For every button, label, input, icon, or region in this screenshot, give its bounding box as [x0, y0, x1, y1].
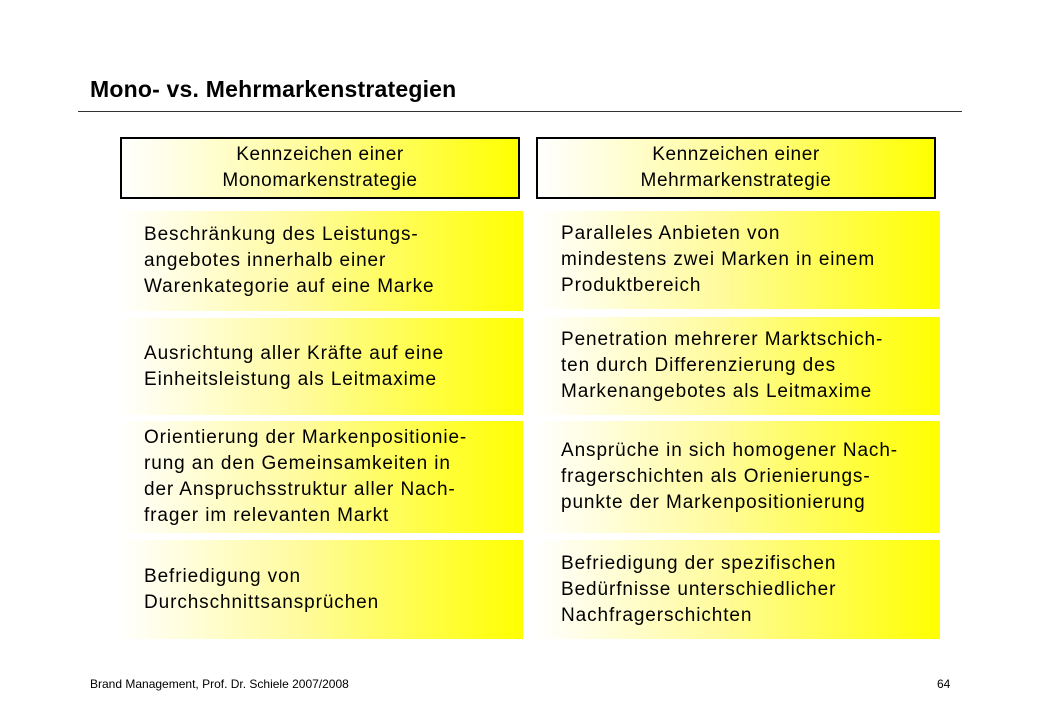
mono-box-3 — [118, 421, 523, 533]
header-mehrmarken — [536, 137, 936, 199]
mono-box-1 — [118, 211, 523, 311]
box-line: Produktbereich — [561, 275, 702, 296]
mehr-box-3 — [535, 421, 940, 533]
box-line: ten durch Differenzierung des — [561, 355, 837, 376]
box-line: Orientierung der Markenpositionie- — [144, 427, 468, 448]
box-line: Warenkategorie auf eine Marke — [144, 276, 435, 297]
box-line: der Anspruchsstruktur aller Nach- — [144, 479, 456, 500]
box-line: punkte der Markenpositionierung — [561, 492, 866, 513]
box-line: Beschränkung des Leistungs- — [144, 224, 419, 245]
header-line: Mehrmarkenstrategie — [640, 170, 832, 191]
box-line: angebotes innerhalb einer — [144, 250, 387, 271]
box-line: Durchschnittsansprüchen — [144, 591, 380, 613]
mehr-box-2 — [535, 317, 940, 415]
box-line: Einheitsleistung als Leitmaxime — [144, 368, 437, 390]
header-monomarken — [120, 137, 520, 199]
mehr-box-4 — [535, 540, 940, 639]
box-line: Bedürfnisse unterschiedlicher — [561, 578, 837, 600]
box-line: frager im relevanten Markt — [144, 505, 390, 526]
box-line: Ausrichtung aller Kräfte auf eine — [144, 342, 445, 364]
mehr-box-1 — [535, 211, 940, 309]
footer-credit: Brand Management, Prof. Dr. Schiele 2007/2008 — [90, 677, 349, 691]
box-line: Markenangebotes als Leitmaxime — [561, 381, 873, 402]
page-number: 64 — [937, 677, 951, 691]
box-line: Paralleles Anbieten von — [561, 223, 781, 244]
box-line: Ansprüche in sich homogener Nach- — [561, 440, 899, 461]
mono-box-2 — [118, 318, 523, 415]
box-line: Befriedigung von — [144, 565, 302, 587]
header-line: Kennzeichen einer — [652, 144, 820, 165]
slide-title: Mono- vs. Mehrmarkenstrategien — [90, 76, 457, 102]
box-line: Nachfragerschichten — [561, 604, 753, 626]
box-line: Befriedigung der spezifischen — [561, 552, 837, 574]
box-line: Penetration mehrerer Marktschich- — [561, 329, 884, 350]
box-line: mindestens zwei Marken in einem — [561, 249, 876, 270]
box-line: fragerschichten als Orienierungs- — [561, 466, 871, 487]
box-line: rung an den Gemeinsamkeiten in — [144, 453, 451, 474]
header-line: Monomarkenstrategie — [222, 170, 418, 191]
header-line: Kennzeichen einer — [236, 144, 404, 165]
mono-box-4 — [118, 540, 523, 639]
title-divider — [78, 111, 962, 112]
